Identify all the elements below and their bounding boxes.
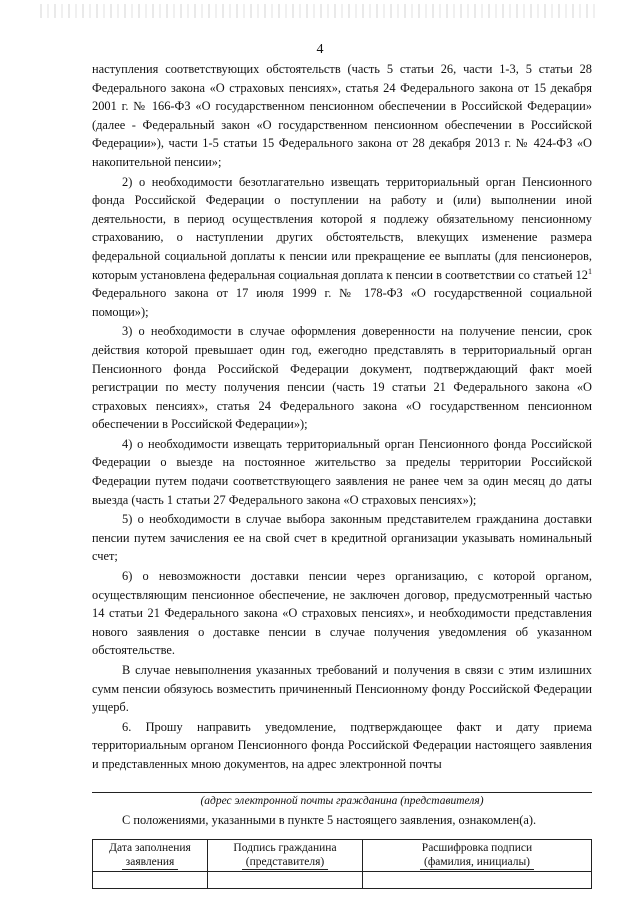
paragraph-6: 6) о невозможности доставки пенсии через организацию, с которой органом, осуществляющим пенсионное обеспечение, не заключен договор, предусмотренный частью 14 статьи 21 Федерального закона «О страховых пенсиях», и необходимости представления нового заявления о доставке пенсии в случае получения уведомления об указанном обстоятельстве.	[92, 569, 592, 658]
superscript: 1	[588, 266, 592, 276]
acknowledgement-text: С положениями, указанными в пункте 5 настоящего заявления, ознакомлен(а).	[122, 812, 537, 827]
table-row	[93, 872, 592, 889]
date-cell[interactable]	[93, 872, 208, 889]
document-body	[92, 60, 592, 889]
paragraph-8: 6. Прошу направить уведомление, подтверждающее факт и дату приема территориальным органом Пенсионного фонда Российской Федерации настоящего заявления и представленных мною документов, на адрес электронной почты	[92, 719, 592, 771]
paragraph-1: наступления соответствующих обстоятельств (часть 5 статьи 26, части 1-3, 5 статьи 28 Федерального закона «О страховых пенсиях», статья 24 Федерального закона от 15 декабря 2001 г. № 166-ФЗ «О государственном пенсионном обеспечении в Российской Федерации» (далее - Федеральный закон «О государственном пенсионном обеспечении в Российской Федерации»), части 1-5 статьи 15 Федерального закона от 28 декабря 2013 г. № 424-ФЗ «О накопительной пенсии»;	[92, 62, 592, 169]
paragraph-3: 3) о необходимости в случае оформления доверенности на получение пенсии, срок действия которой превышает один год, ежегодно представлять в территориальный орган Пенсионного фонда Российской Федерации документ, подтверждающий факт моей регистрации по месту получения пенсии (часть 19 статьи 21 Федерального закона «О страховых пенсиях», статья 24 Федерального закона «О государственном пенсионном обеспечении в Российской Федерации»);	[92, 324, 592, 432]
scan-noise-strip	[40, 4, 600, 18]
page-number: 4	[316, 42, 324, 57]
email-fill-line[interactable]	[92, 778, 592, 793]
paragraph-2: 2) о необходимости безотлагательно извещать территориальный орган Пенсионного фонда Российской Федерации о поступлении на работу и (или) выполнении иной деятельности, в период осуществления которой я подлежу обязательному пенсионному страхованию, о наступлении других обстоятельств, влекущих изменение размера федеральной социальной доплаты к пенсии или прекращение ее выплаты (для пенсионеров, которым установлена федеральная социальная доплата к пенсии в соответствии со статьей $12^1$ Федерального закона от 17 июля 1999 г. № 178-ФЗ «О государственной социальной помощи»);	[92, 174, 592, 319]
paragraph-7: В случае невыполнения указанных требований и получения в связи с этим излишних сумм пенсии обязуюсь возместить причиненный Пенсионному фонду Российской Федерации ущерб.	[92, 663, 592, 715]
signature-cell[interactable]	[208, 872, 363, 889]
email-caption: (адрес электронной почты гражданина (представителя)	[200, 794, 484, 807]
header-signature: Подпись гражданина (представителя)	[208, 840, 363, 872]
paragraph-4: 4) о необходимости извещать территориальный орган Пенсионного фонда Российской Федерации о выезде на постоянное жительство за пределы территории Российской Федерации путем подачи соответствующего заявления не ранее чем за один месяц до даты выезда (часть 1 статьи 27 Федерального закона «О страховых пенсиях»);	[92, 436, 592, 507]
header-date: Дата заполнения заявления	[93, 840, 208, 872]
header-transcript: Расшифровка подписи (фамилия, инициалы)	[363, 840, 592, 872]
transcript-cell[interactable]	[363, 872, 592, 889]
table-header-row	[93, 840, 592, 872]
paragraph-5: 5) о необходимости в случае выбора законным представителем гражданина доставки пенсии путем зачисления ее на свой счет в кредитной организации указывать номинальный счет;	[92, 512, 592, 564]
signature-table	[92, 839, 592, 889]
